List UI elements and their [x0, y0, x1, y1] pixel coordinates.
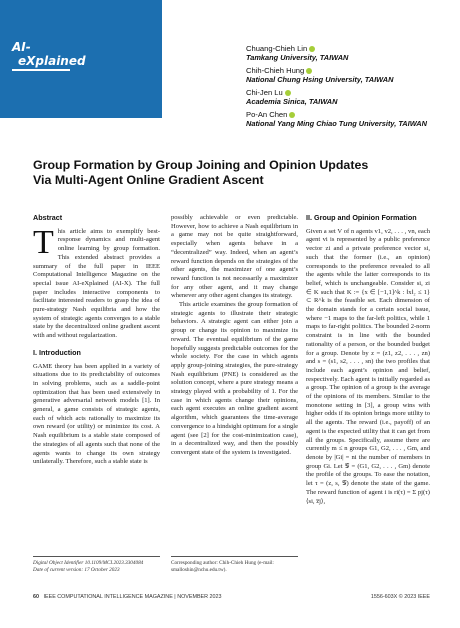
- author-affiliation: Tamkang University, TAIWAN: [246, 53, 349, 62]
- ai-explained-banner: [0, 0, 162, 118]
- col2-paragraph-1: possibly achievable or even predictable. However, how to achieve a Nash equilibrium in a game may not be quite straightforward, especially when agents behave in a “decentralized” way. Indeed, when an agent’s reward function depends on the strategies of the other agents, the maximizer of one agent’s reward function is not necessarily a maximizer for any other agent, and it may change whenever any other agent changes its strategy.: [171, 214, 298, 300]
- author-1: [246, 44, 456, 62]
- corresponding-line-2: smalloshin@nchu.edu.tw).: [171, 566, 227, 573]
- footnote-rule-middle: [171, 556, 298, 557]
- introduction-text: GAME theory has been applied in a variety of situations due to its predictability of outcomes in solving problems, such as a saddle-point optimization that has been used extensively in generative adversarial network models [1]. In general, a game consists of strategic agents, each of which acts rationally to maximize its own reward (or utility) or minimize its cost. A Nash equilibrium is a stable state composed of the strategies of all agents such that none of the agents wants to change its own strategy unilaterally. Therefore, such a stable state is: [33, 362, 160, 466]
- magazine-line: IEEE COMPUTATIONAL INTELLIGENCE MAGAZINE | NOVEMBER 2023: [43, 594, 222, 600]
- author-3: [246, 88, 456, 106]
- banner-line-1: AI-: [12, 40, 31, 54]
- column-2: [171, 214, 298, 458]
- column-1: [33, 214, 160, 467]
- orcid-icon[interactable]: [285, 90, 291, 96]
- doi-line: Digital Object Identifier 10.1109/MCI.2023.3304084: [33, 560, 144, 566]
- abstract-heading: Abstract: [33, 213, 63, 222]
- issn-line: 1556-603X © 2023 IEEE: [370, 594, 430, 600]
- section-2-heading: II. Group and Opinion Formation: [306, 213, 417, 222]
- date-line: Date of current version: 17 October 2023: [33, 566, 120, 573]
- footnote-rule-left: [33, 556, 160, 557]
- author-name: Chuang-Chieh Lin: [246, 44, 308, 53]
- orcid-icon[interactable]: [309, 46, 315, 52]
- section-2-text: Given a set V of n agents v1, v2, . . . , vn, each agent vi is represented by a public preference vector zi and a private preference vector si, such that the former (i.e., an opinion) corresponds to the preference revealed to all the agents while the latter corresponds to its belief, which is unchangeable. Consider si, zi ∈ K such that K := {x ∈ [−1,1]^k : ‖x‖₂ ≤ 1} ⊂ R^k is the feasible set. Each dimension of the domain stands for a certain social issue, where −1 maps to the far-left politics, while 1 maps to far-right politics. The bounded 2-norm constraint is in line with the bounded rationality of a person, or the bounded budget for a group. Denote by z = (z1, z2, . . . , zn) and s = (s1, s2, . . . , sn) the two profiles that include each agent’s opinion and belief, respectively. Each agent is initially regarded as a group. The opinion of a group is the average of the opinions of its members. Similar to the monotone setting in [3], a group wins with higher odds if its opinion brings more utility to all the agents. The reward (i.e., payoff) of an agent is the expected utility that it can get from all the groups. Specifically, assume there are currently m ≤ n groups G1, G2, . . . , Gm, and denote by |Gi| = ni the number of members in group Gi. Let 𝒢 = (G1, G2, . . . , Gm) denote the profile of the groups. To ease the notation, let τ = (z, s, 𝒢) denote the state of the game. The reward function of agent i is ri(τ) = Σ pj(τ)⟨si, z̅j⟩,: [306, 227, 430, 505]
- drop-cap: T: [33, 223, 54, 261]
- footnote-corresponding: [171, 560, 301, 573]
- footnote-doi: [33, 560, 163, 573]
- page-footer-left: [33, 594, 222, 600]
- banner-line-2: eXplained: [18, 54, 86, 68]
- author-affiliation: Academia Sinica, TAIWAN: [246, 97, 338, 106]
- author-name: Po-An Chen: [246, 110, 288, 119]
- column-3: [306, 214, 430, 506]
- orcid-icon[interactable]: [289, 112, 295, 118]
- page-number: 60: [33, 594, 39, 600]
- abstract-body: [33, 223, 160, 341]
- title-line-1: Group Formation by Group Joining and Opinion Updates: [33, 158, 369, 172]
- paper-title: [33, 158, 433, 188]
- introduction-heading: I. Introduction: [33, 347, 81, 357]
- author-2: [246, 66, 456, 84]
- author-affiliation: National Yang Ming Chiao Tung University, TAIWAN: [246, 119, 427, 128]
- abstract-text: his article aims to exemplify best-response dynamics and multi-agent online learning by group formation. This extended abstract provides a summary of the full paper in IEEE Computational Intelligence Magazine on the special issue AI-eXplained (AI-X). The full paper includes interactive components to facilitate interested readers to grasp the idea of pure-strategy Nash equilibria and how the system of strategic agents converges to a stable state by the decentralized online gradient ascent with and without regularization.: [33, 227, 160, 340]
- author-4: [246, 110, 456, 128]
- col2-paragraph-2: This article examines the group formation of strategic agents to illustrate their strategic behaviors. A strategic agent can either join a group or change its opinion to maximize its reward. The eventual equilibrium of the game hopefully suggests predictable outcomes for the whole society. For the case in which agents apply group-joining strategies, the pure-strategy Nash equilibrium (PNE) is considered as the solution concept, where a pure strategy means a strategy played with a probability of 1. For the case in which agents change their opinions, each agent executes an online gradient ascent algorithm, which guarantees the time-average convergence to a hindsight optimum for a single agent (see [2] for the cost-minimization case), in a decentralized way, and then the possibly convergent state of the system is investigated.: [171, 301, 298, 456]
- page-footer-right: [371, 594, 430, 600]
- banner-rule: [12, 69, 70, 71]
- author-name: Chih-Chieh Hung: [246, 66, 305, 75]
- orcid-icon[interactable]: [306, 68, 312, 74]
- author-affiliation: National Chung Hsing University, TAIWAN: [246, 75, 394, 84]
- author-list: [246, 44, 456, 132]
- corresponding-line-1: Corresponding author: Chih-Chieh Hung (e-mail:: [171, 560, 274, 566]
- author-name: Chi-Jen Lu: [246, 88, 283, 97]
- title-line-2: Via Multi-Agent Online Gradient Ascent: [33, 173, 264, 187]
